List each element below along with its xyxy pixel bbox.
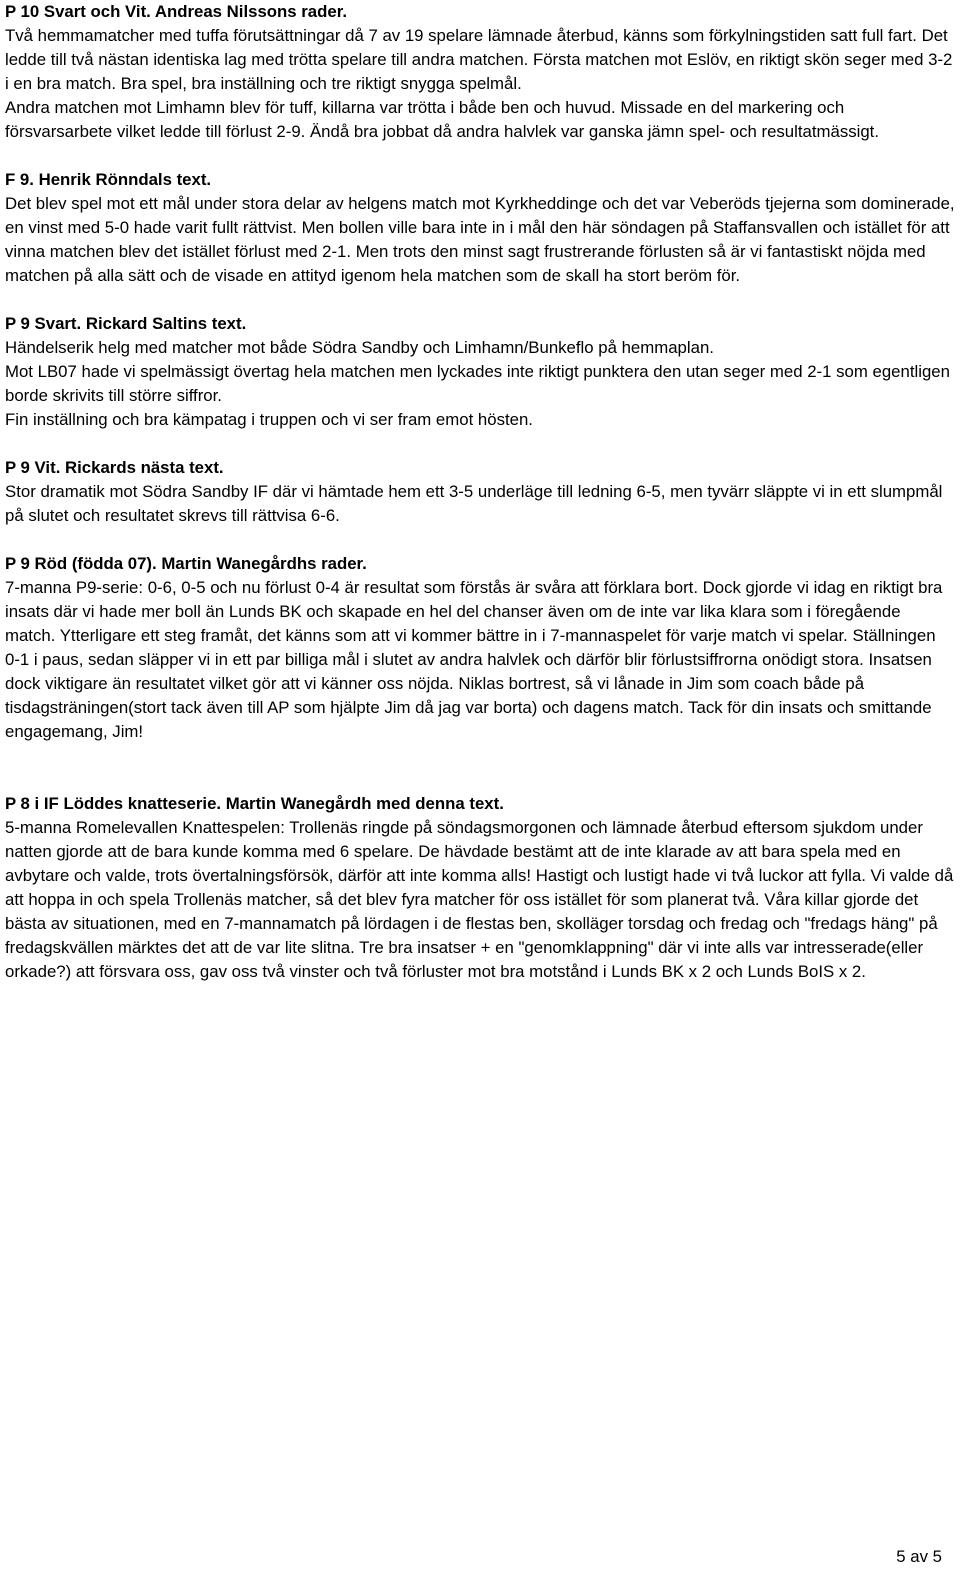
section-heading: P 10 Svart och Vit. Andreas Nilssons rader. — [5, 2, 347, 21]
section-p9-vit — [5, 456, 955, 528]
section-f9 — [5, 168, 955, 288]
paragraph: Mot LB07 hade vi spelmässigt övertag hela matchen men lyckades inte riktigt punktera den utan seger med 2-1 som egentligen borde skrivits till större siffror. — [5, 362, 950, 405]
section-heading: F 9. Henrik Rönndals text. — [5, 170, 212, 189]
paragraph: Två hemmamatcher med tuffa förutsättningar då 7 av 19 spelare lämnade återbud, känns som förkylningstiden satt full fart. Det ledde till två nästan identiska lag med trötta spelare till andra matchen. Första matchen mot Eslöv, en riktigt skön seger med 3-2 i en bra match. Bra spel, bra inställning och tre riktigt snygga spelmål. — [5, 26, 953, 93]
paragraph: Stor dramatik mot Södra Sandby IF där vi hämtade hem ett 3-5 underläge till ledning 6-5, men tyvärr släppte vi in ett slumpmål på slutet och resultatet skrevs till rättvisa 6-6. — [5, 482, 943, 525]
section-p10 — [5, 0, 955, 144]
section-p9-svart — [5, 312, 955, 432]
section-p9-rod — [5, 552, 955, 744]
page-number: 5 av 5 — [896, 1547, 942, 1566]
document-page — [5, 0, 955, 984]
paragraph: 5-manna Romelevallen Knattespelen: Trollenäs ringde på söndagsmorgonen och lämnade återbud eftersom sjukdom under natten gjorde att de bara kunde komma med 6 spelare. De hävdade bestämt att de inte klarade av att bara spela med en avbytare och valde, trots övertalningsförsök, därför att inte komma alls! Hastigt och lustigt hade vi två luckor att fylla. Vi valde då att hoppa in och spela Trollenäs matcher, så det blev fyra matcher för oss istället för som planerat två. Våra killar gjorde det bästa av situationen, med en 7-mannamatch på lördagen i de flestas ben, skolläger torsdag och fredag och "fredags häng" på fredagskvällen märktes det att de var lite slitna. Tre bra insatser + en "genomklappning" där vi inte alls var intresserade(eller orkade?) att försvara oss, gav oss två vinster och två förluster mot bra motstånd i Lunds BK x 2 och Lunds BoIS x 2. — [5, 818, 954, 981]
paragraph: Det blev spel mot ett mål under stora delar av helgens match mot Kyrkheddinge och det var Veberöds tjejerna som dominerade, en vinst med 5-0 hade varit fullt rättvist. Men bollen ville bara inte in i mål den här söndagen på Staffansvallen och istället för att vinna matchen blev det istället förlust med 2-1. Men trots den minst sagt frustrerande förlusten så är vi fantastiskt nöjda med matchen på alla sätt och de visade en attityd igenom hela matchen som de skall ha stort beröm för. — [5, 194, 955, 285]
paragraph: Andra matchen mot Limhamn blev för tuff, killarna var trötta i både ben och huvud. Missade en del markering och försvarsarbete vilket ledde till förlust 2-9. Ändå bra jobbat då andra halvlek var ganska jämn spel- och resultatmässigt. — [5, 98, 880, 141]
paragraph: 7-manna P9-serie: 0-6, 0-5 och nu förlust 0-4 är resultat som förstås är svåra att förklara bort. Dock gjorde vi idag en riktigt bra insats där vi hade mer boll än Lunds BK och skapade en hel del chanser även om de inte var lika klara som i föregående match. Ytterligare ett steg framåt, det känns som att vi kommer bättre in i 7-mannaspelet för varje match vi spelar. Ställningen 0-1 i paus, sedan släpper vi in ett par billiga mål i slutet av andra halvlek och därför blir förlustsiffrorna onödigt stora. Insatsen dock viktigare än resultatet vilket gör att vi känner oss nöjda. Niklas bortrest, så vi lånade in Jim som coach både på tisdagsträningen(stort tack även till AP som hjälpte Jim då jag var borta) och dagens match. Tack för din insats och smittande engagemang, Jim! — [5, 578, 943, 741]
paragraph: Händelserik helg med matcher mot både Södra Sandby och Limhamn/Bunkeflo på hemmaplan. — [5, 338, 714, 357]
paragraph: Fin inställning och bra kämpatag i truppen och vi ser fram emot hösten. — [5, 410, 533, 429]
section-heading: P 9 Vit. Rickards nästa text. — [5, 458, 224, 477]
section-heading: P 9 Svart. Rickard Saltins text. — [5, 314, 247, 333]
section-heading: P 8 i IF Löddes knatteserie. Martin Wanegårdh med denna text. — [5, 794, 504, 813]
section-heading: P 9 Röd (födda 07). Martin Wanegårdhs rader. — [5, 554, 367, 573]
section-p8 — [5, 792, 955, 984]
